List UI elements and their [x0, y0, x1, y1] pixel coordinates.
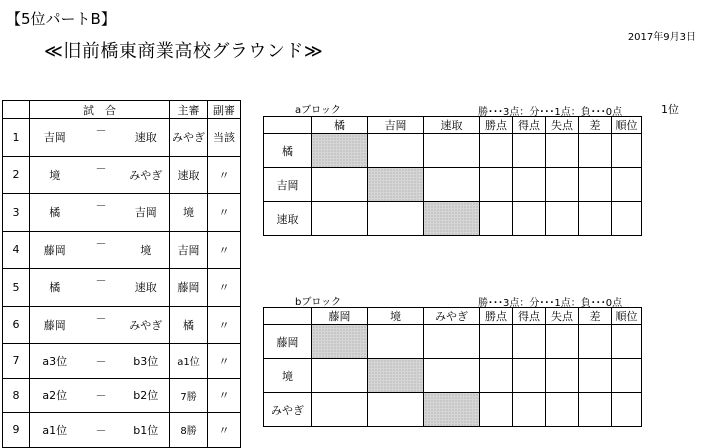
stat-cell — [546, 134, 579, 168]
away-team: 速取 — [123, 119, 170, 157]
stat-cell — [579, 325, 612, 359]
schedule-row — [3, 413, 241, 448]
stat-cell — [612, 202, 642, 236]
block-b-table — [263, 307, 642, 427]
dash-separator: － — [80, 231, 123, 269]
home-team: 橘 — [30, 269, 80, 307]
stat-cell — [546, 393, 579, 427]
block-a-col-team: 橘 — [312, 117, 368, 134]
schedule-row — [3, 306, 241, 344]
schedule-header-match: 試 合 — [30, 101, 170, 119]
away-team: みやぎ — [123, 156, 170, 194]
schedule-row — [3, 378, 241, 413]
block-a-row-team: 速取 — [264, 202, 312, 236]
match-number: 9 — [3, 413, 30, 448]
result-cell — [312, 168, 368, 202]
stat-cell — [579, 393, 612, 427]
block-a-team-row — [264, 134, 642, 168]
stat-cell — [513, 202, 546, 236]
assistant-referee: 〃 — [208, 378, 241, 413]
schedule-header-chief: 主審 — [170, 101, 208, 119]
block-a-row-team: 吉岡 — [264, 168, 312, 202]
match-number: 3 — [3, 194, 30, 232]
schedule-header-row — [3, 101, 241, 119]
stat-cell — [546, 359, 579, 393]
dash-separator: － — [80, 306, 123, 344]
away-team: 速取 — [123, 269, 170, 307]
schedule-row — [3, 119, 241, 157]
assistant-referee: 〃 — [208, 269, 241, 307]
schedule-row — [3, 269, 241, 307]
block-a-col-stat: 差 — [579, 117, 612, 134]
stat-cell — [579, 359, 612, 393]
assistant-referee: 〃 — [208, 156, 241, 194]
home-team: 藤岡 — [30, 306, 80, 344]
result-cell — [368, 134, 424, 168]
self-match-cell — [312, 134, 368, 168]
block-a-col-stat: 得点 — [513, 117, 546, 134]
stat-cell — [612, 359, 642, 393]
stat-cell — [546, 202, 579, 236]
home-team: 境 — [30, 156, 80, 194]
home-team: a2位 — [30, 378, 80, 413]
chief-referee: 境 — [170, 194, 208, 232]
dash-separator: － — [80, 378, 123, 413]
schedule-header-blank — [3, 101, 30, 119]
block-b-row-team: 藤岡 — [264, 325, 312, 359]
stat-cell — [612, 134, 642, 168]
away-team: b1位 — [123, 413, 170, 448]
schedule-row — [3, 156, 241, 194]
block-b-row-team: 境 — [264, 359, 312, 393]
assistant-referee: 〃 — [208, 231, 241, 269]
stat-cell — [513, 359, 546, 393]
schedule-row — [3, 344, 241, 379]
home-team: a1位 — [30, 413, 80, 448]
dash-separator: － — [80, 156, 123, 194]
home-team: 橘 — [30, 194, 80, 232]
block-a-header-row — [264, 117, 642, 134]
assistant-referee: 〃 — [208, 344, 241, 379]
result-cell — [368, 325, 424, 359]
result-cell — [424, 359, 480, 393]
dash-separator: － — [80, 413, 123, 448]
block-b-col-stat: 勝点 — [480, 308, 513, 325]
schedule-header-assistant: 副審 — [208, 101, 241, 119]
assistant-referee: 当該 — [208, 119, 241, 157]
block-b-team-row — [264, 359, 642, 393]
chief-referee: 橘 — [170, 306, 208, 344]
chief-referee: みやぎ — [170, 119, 208, 157]
result-cell — [312, 359, 368, 393]
block-b-team-row — [264, 325, 642, 359]
result-cell — [312, 393, 368, 427]
assistant-referee: 〃 — [208, 306, 241, 344]
chief-referee: 8勝 — [170, 413, 208, 448]
block-b-col-team: 藤岡 — [312, 308, 368, 325]
assistant-referee: 〃 — [208, 194, 241, 232]
match-number: 5 — [3, 269, 30, 307]
stat-cell — [579, 202, 612, 236]
dash-separator: － — [80, 119, 123, 157]
block-b-legend: 勝･･･3点：分･･･1点：負･･･0点 — [478, 298, 623, 309]
block-b-row-team: みやぎ — [264, 393, 312, 427]
assistant-referee: 〃 — [208, 413, 241, 448]
block-header-blank — [264, 308, 312, 325]
block-b-col-stat: 得点 — [513, 308, 546, 325]
block-a-table — [263, 116, 642, 236]
match-number: 2 — [3, 156, 30, 194]
match-number: 6 — [3, 306, 30, 344]
home-team: 吉岡 — [30, 119, 80, 157]
block-a-col-team: 速取 — [424, 117, 480, 134]
match-schedule-table — [2, 100, 241, 448]
self-match-cell — [424, 202, 480, 236]
home-team: a3位 — [30, 344, 80, 379]
home-team: 藤岡 — [30, 231, 80, 269]
away-team: みやぎ — [123, 306, 170, 344]
self-match-cell — [368, 359, 424, 393]
stat-cell — [546, 325, 579, 359]
block-a-team-row — [264, 168, 642, 202]
page-title: 【5位パートB】 — [6, 10, 116, 28]
away-team: b2位 — [123, 378, 170, 413]
away-team: 境 — [123, 231, 170, 269]
stat-cell — [612, 168, 642, 202]
schedule-row — [3, 194, 241, 232]
block-b-col-team: みやぎ — [424, 308, 480, 325]
away-team: b3位 — [123, 344, 170, 379]
match-number: 7 — [3, 344, 30, 379]
stat-cell — [513, 393, 546, 427]
stat-cell — [480, 359, 513, 393]
result-cell — [368, 202, 424, 236]
block-a-title: aブロック — [295, 105, 341, 116]
self-match-cell — [368, 168, 424, 202]
block-a-col-stat: 失点 — [546, 117, 579, 134]
chief-referee: 藤岡 — [170, 269, 208, 307]
block-b-col-stat: 失点 — [546, 308, 579, 325]
block-b-header-row — [264, 308, 642, 325]
dash-separator: － — [80, 344, 123, 379]
result-cell — [424, 325, 480, 359]
dash-separator: － — [80, 269, 123, 307]
stat-cell — [513, 168, 546, 202]
block-b-col-stat: 順位 — [612, 308, 642, 325]
self-match-cell — [424, 393, 480, 427]
block-b-team-row — [264, 393, 642, 427]
block-a-col-stat: 順位 — [612, 117, 642, 134]
match-number: 8 — [3, 378, 30, 413]
venue-title: ≪旧前橋東商業高校グラウンド≫ — [44, 41, 324, 62]
block-a-col-team: 吉岡 — [368, 117, 424, 134]
rank-note: 1位 — [661, 103, 679, 116]
dash-separator: － — [80, 194, 123, 232]
block-a-col-stat: 勝点 — [480, 117, 513, 134]
schedule-row — [3, 231, 241, 269]
self-match-cell — [312, 325, 368, 359]
chief-referee: 吉岡 — [170, 231, 208, 269]
block-a-legend: 勝･･･3点：分･･･1点：負･･･0点 — [478, 107, 623, 118]
block-b-title: bブロック — [295, 297, 342, 308]
stat-cell — [579, 134, 612, 168]
result-cell — [312, 202, 368, 236]
stat-cell — [513, 325, 546, 359]
block-a-row-team: 橘 — [264, 134, 312, 168]
stat-cell — [612, 393, 642, 427]
block-header-blank — [264, 117, 312, 134]
date-label: 2017年9月3日 — [627, 32, 696, 43]
stat-cell — [579, 168, 612, 202]
chief-referee: 7勝 — [170, 378, 208, 413]
stat-cell — [612, 325, 642, 359]
match-number: 4 — [3, 231, 30, 269]
stat-cell — [546, 168, 579, 202]
match-number: 1 — [3, 119, 30, 157]
block-a-team-row — [264, 202, 642, 236]
stat-cell — [480, 202, 513, 236]
chief-referee: 速取 — [170, 156, 208, 194]
chief-referee: a1位 — [170, 344, 208, 379]
block-b-col-stat: 差 — [579, 308, 612, 325]
stat-cell — [480, 325, 513, 359]
block-b-col-team: 境 — [368, 308, 424, 325]
stat-cell — [513, 134, 546, 168]
result-cell — [368, 393, 424, 427]
result-cell — [424, 134, 480, 168]
stat-cell — [480, 134, 513, 168]
stat-cell — [480, 168, 513, 202]
away-team: 吉岡 — [123, 194, 170, 232]
result-cell — [424, 168, 480, 202]
stat-cell — [480, 393, 513, 427]
